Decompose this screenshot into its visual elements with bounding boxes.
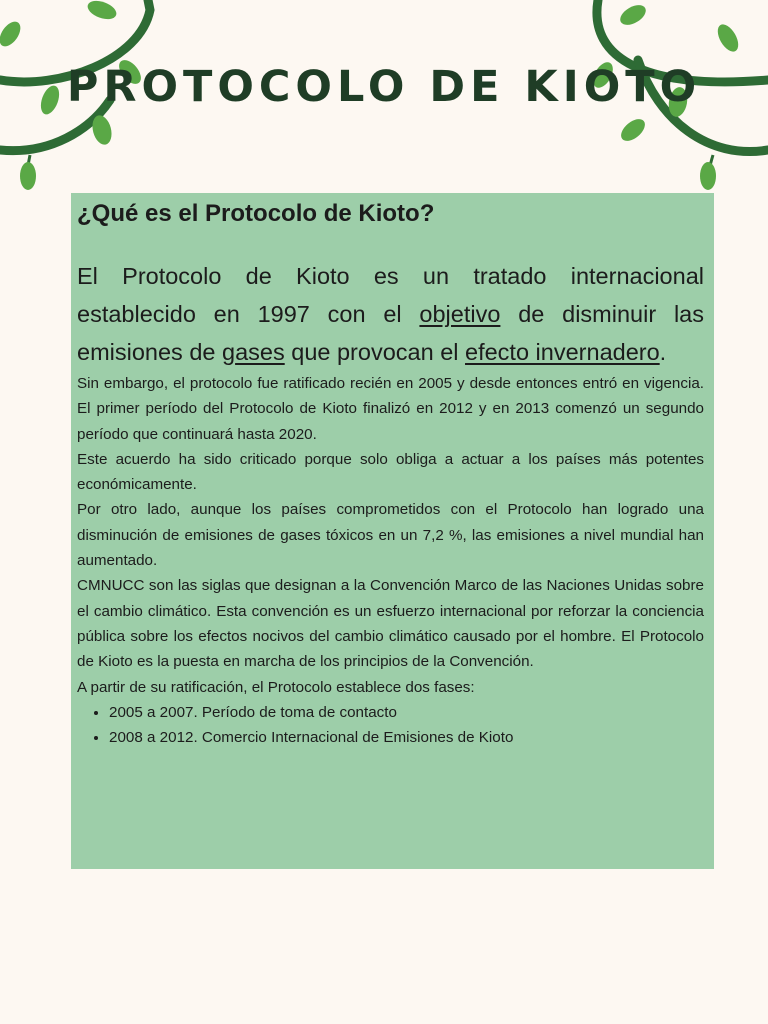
leaf-icon xyxy=(617,1,649,29)
body-text xyxy=(77,371,704,750)
list-item: • 2008 a 2012. Comercio Internacional de Emisiones de Kioto xyxy=(109,725,704,750)
content-card xyxy=(71,193,714,869)
phases-list xyxy=(77,700,704,751)
leaf-icon xyxy=(617,115,649,145)
paragraph-emissions: Por otro lado, aunque los países comprometidos con el Protocolo han logrado una disminución de emisiones de gases tóxicos en un 7,2 %, las emisiones a nivel mundial han aumentado. xyxy=(77,501,704,570)
lead-text: que provocan el xyxy=(284,339,466,365)
lead-text: de disminuir las emisiones de xyxy=(77,301,704,365)
link-objetivo[interactable]: objetivo xyxy=(419,301,501,327)
paragraph-criticism: Este acuerdo ha sido criticado porque solo obliga a actuar a los países más potentes económicamente. xyxy=(77,450,704,494)
lead-text: . xyxy=(659,339,667,365)
paragraph-ratification: Sin embargo, el protocolo fue ratificado recién en 2005 y desde entonces entró en vigencia. El primer período del Protocolo de Kioto finalizó en 2012 y en 2013 comenzó un segundo período que continuará hasta 2020. xyxy=(77,375,704,443)
list-item: • 2005 a 2007. Período de toma de contacto xyxy=(109,700,704,725)
leaf-icon xyxy=(20,162,36,190)
leaf-icon xyxy=(0,18,25,50)
lead-text: g xyxy=(222,339,236,365)
paragraph-cmnucc: CMNUCC son las siglas que designan a la Convención Marco de las Naciones Unidas sobre el cambio climático. Esta convención es un esfuerzo internacional por reforzar la conciencia pública sobre los efectos nocivos del cambio climático causado por el hombre. El Protocolo de Kioto es la puesta en marcha de los principios de la Convención. xyxy=(77,577,704,671)
leaf-icon xyxy=(714,21,743,55)
leaf-icon xyxy=(85,0,119,23)
link-gases[interactable]: ases xyxy=(235,339,285,365)
link-efecto-invernadero[interactable]: efecto invernadero xyxy=(465,339,660,365)
paragraph-phases-intro: A partir de su ratificación, el Protocolo establece dos fases: xyxy=(77,678,475,696)
page-title: PROTOCOLO DE KIOTO xyxy=(66,62,702,112)
lead-text: El Protocolo de Kioto es un tratado internacional establecido en 1997 con el xyxy=(77,263,704,327)
card-question: ¿Qué es el Protocolo de Kioto? xyxy=(77,200,435,227)
leaf-icon xyxy=(700,162,716,190)
lead-paragraph xyxy=(77,257,704,371)
